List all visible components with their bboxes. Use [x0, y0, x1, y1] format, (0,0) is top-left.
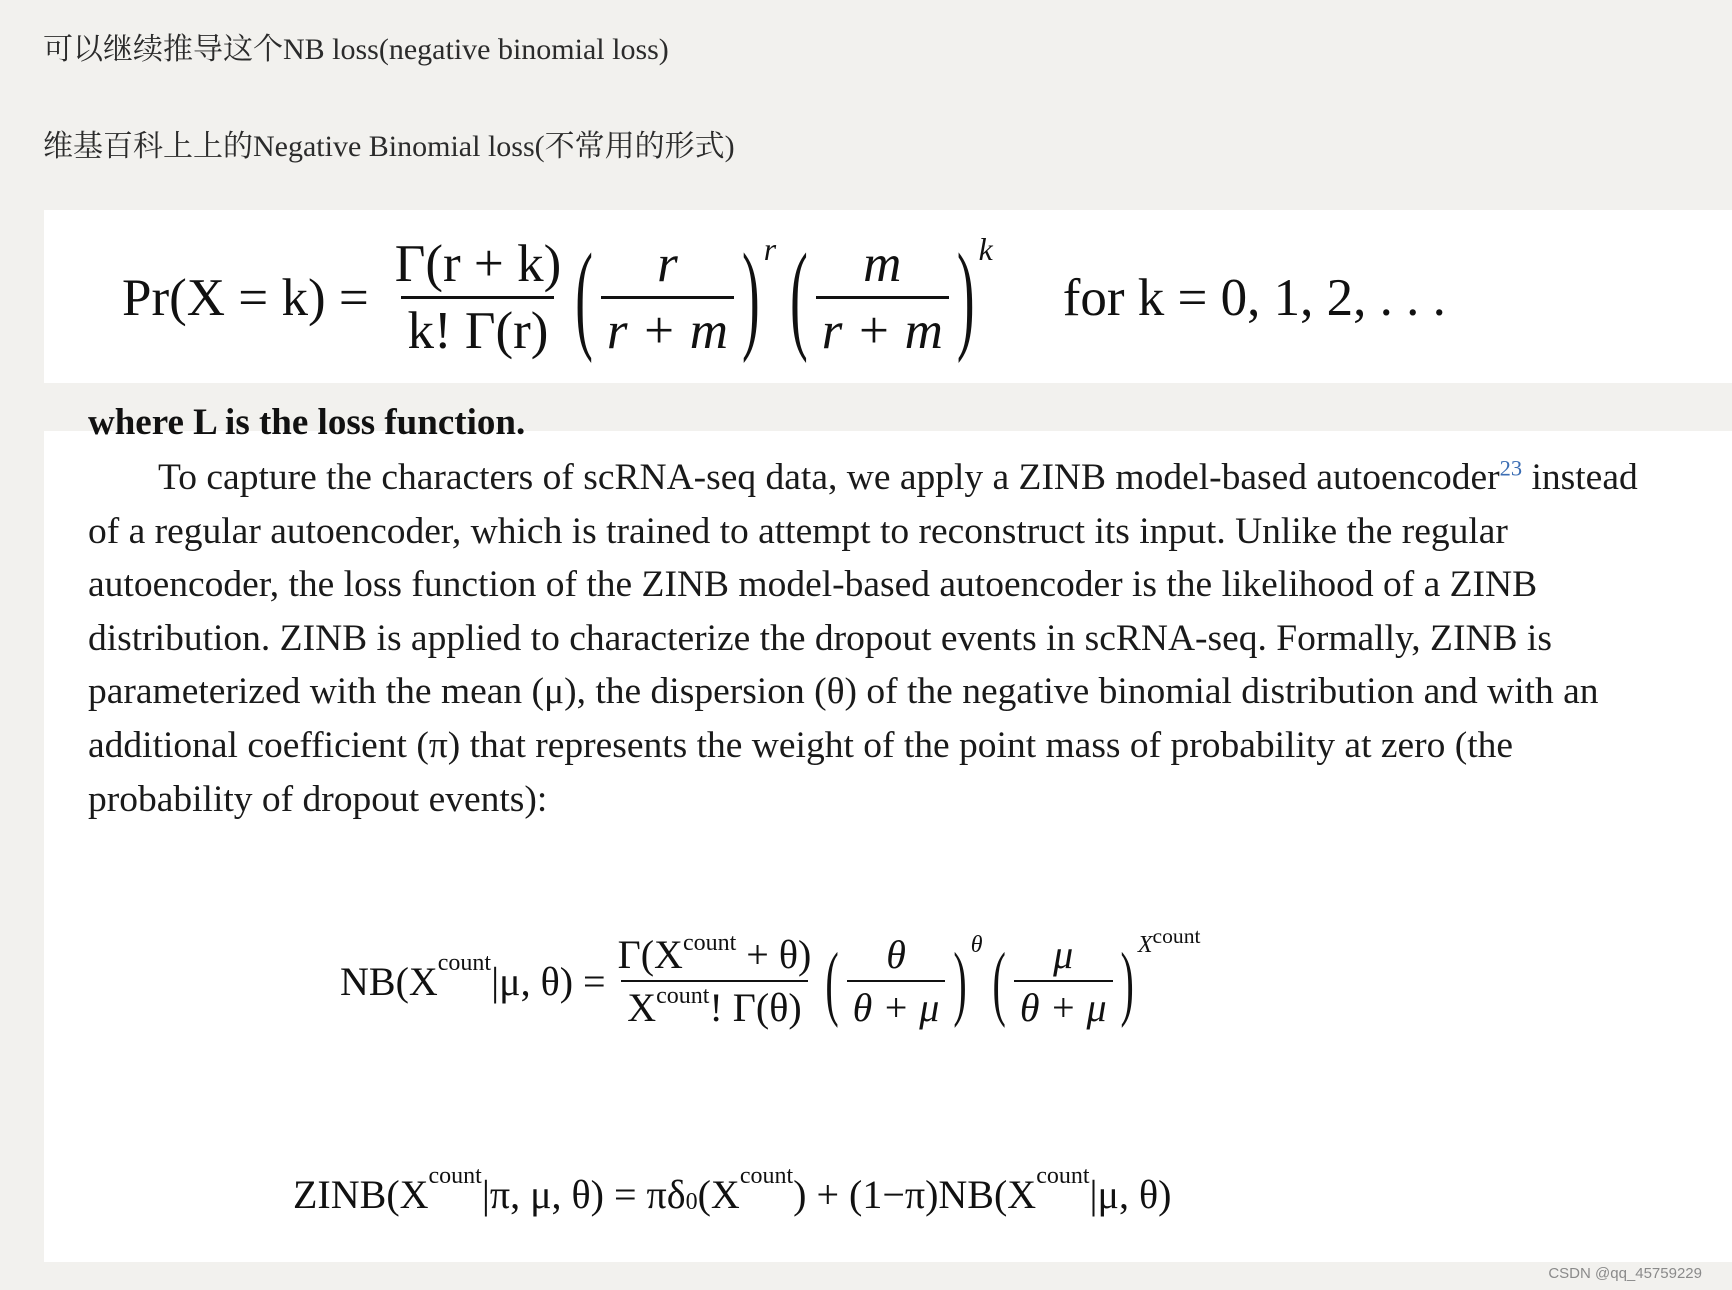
- exponent: θ: [970, 931, 983, 958]
- nb-formula: NB(X count |μ, θ) = $\frac{\Gamma(X^{count} + \theta)}{X^{count}! \Gamma(\theta)}$ ( $\frac{\theta}{\theta + \mu}$ ) θ ( $\frac{\mu}{\theta + \mu}$ ) Xcount: [340, 923, 1201, 1030]
- zinb-part: (X: [697, 1172, 740, 1217]
- formula-condition: for k = 0, 1, 2, . . .: [1062, 268, 1446, 327]
- fraction-denominator: r + m: [816, 296, 949, 361]
- paper-paragraph: [88, 451, 1668, 826]
- gamma-fraction: [389, 234, 567, 361]
- paper-excerpt-image: [44, 402, 1732, 1262]
- negative-binomial-pmf: Pr(X = k) = $\frac{\Gamma(r + k)}{k! \Gamma(r)}$ ( $\frac{r}{r + m}$ ) r ( $\frac{m}{r + m}$ ) k for k = 0, 1, 2, . . .: [122, 230, 1446, 365]
- gamma-fraction: [612, 931, 818, 1031]
- fraction-numerator: μ: [1053, 932, 1074, 977]
- mu-fraction: [1014, 931, 1113, 1031]
- exponent: Xcount: [1137, 923, 1201, 958]
- paragraph-text: To capture the characters of scRNA-seq data, we apply a ZINB model-based autoencoder: [158, 457, 1500, 498]
- paragraph-text: instead of a regular autoencoder, which is trained to attempt to reconstruct its input. Unlike the regular autoencoder, the loss function of the ZINB model-based autoencoder is the likelihood of a ZINB distribution. ZINB is applied to characterize the dropout events in scRNA-seq. Formally, ZINB is parameterized with the mean (μ), the dispersion (θ) of the negative binomial distribution and with an additional coefficient (π) that represents the weight of the point mass of probability at zero (the probability of dropout events):: [88, 457, 1638, 820]
- zinb-part: ZINB(X: [293, 1172, 429, 1217]
- fraction-denominator: r + m: [601, 296, 734, 361]
- nb-lhs: NB(X: [340, 958, 438, 1004]
- fraction-numerator: m: [863, 235, 902, 293]
- zinb-part: |π, μ, θ) = πδ: [481, 1172, 686, 1217]
- note-line-1: 可以继续推导这个NB loss(negative binomial loss): [43, 33, 669, 66]
- m-fraction: [816, 234, 949, 361]
- superscript: count: [739, 1163, 794, 1189]
- fraction-numerator: r: [657, 235, 678, 293]
- subscript: 0: [685, 1189, 698, 1216]
- formula-lhs: Pr(X = k) =: [122, 268, 369, 327]
- fraction-denominator: θ + μ: [847, 980, 946, 1031]
- fraction-denominator: $X^{count}$! Γ(θ): [621, 980, 807, 1031]
- exponent: r: [763, 231, 777, 267]
- r-fraction: [601, 234, 734, 361]
- zinb-part: ) + (1−π)NB(X: [793, 1172, 1037, 1217]
- wiki-formula-image: [44, 210, 1732, 383]
- fraction-numerator: $\Gamma(X^{count} + \theta)$: [617, 930, 812, 977]
- watermark: CSDN @qq_45759229: [1548, 1265, 1702, 1282]
- superscript: count: [428, 1163, 482, 1189]
- fraction-denominator: θ + μ: [1014, 980, 1113, 1031]
- superscript: count: [437, 949, 492, 976]
- superscript: count: [1036, 1163, 1090, 1189]
- citation-ref[interactable]: 23: [1499, 455, 1523, 481]
- zinb-formula: [293, 1163, 1172, 1218]
- cut-off-line: where L is the loss function.: [88, 402, 526, 443]
- fraction-numerator: Γ(r + k): [394, 235, 562, 293]
- zinb-part: |μ, θ): [1089, 1172, 1172, 1217]
- note-line-2: 维基百科上上的Negative Binomial loss(不常用的形式): [43, 130, 735, 163]
- nb-lhs-rest: |μ, θ) =: [491, 958, 606, 1004]
- exponent: k: [978, 231, 993, 267]
- theta-fraction: [847, 931, 946, 1031]
- fraction-numerator: θ: [886, 932, 906, 977]
- fraction-denominator: k! Γ(r): [401, 296, 554, 361]
